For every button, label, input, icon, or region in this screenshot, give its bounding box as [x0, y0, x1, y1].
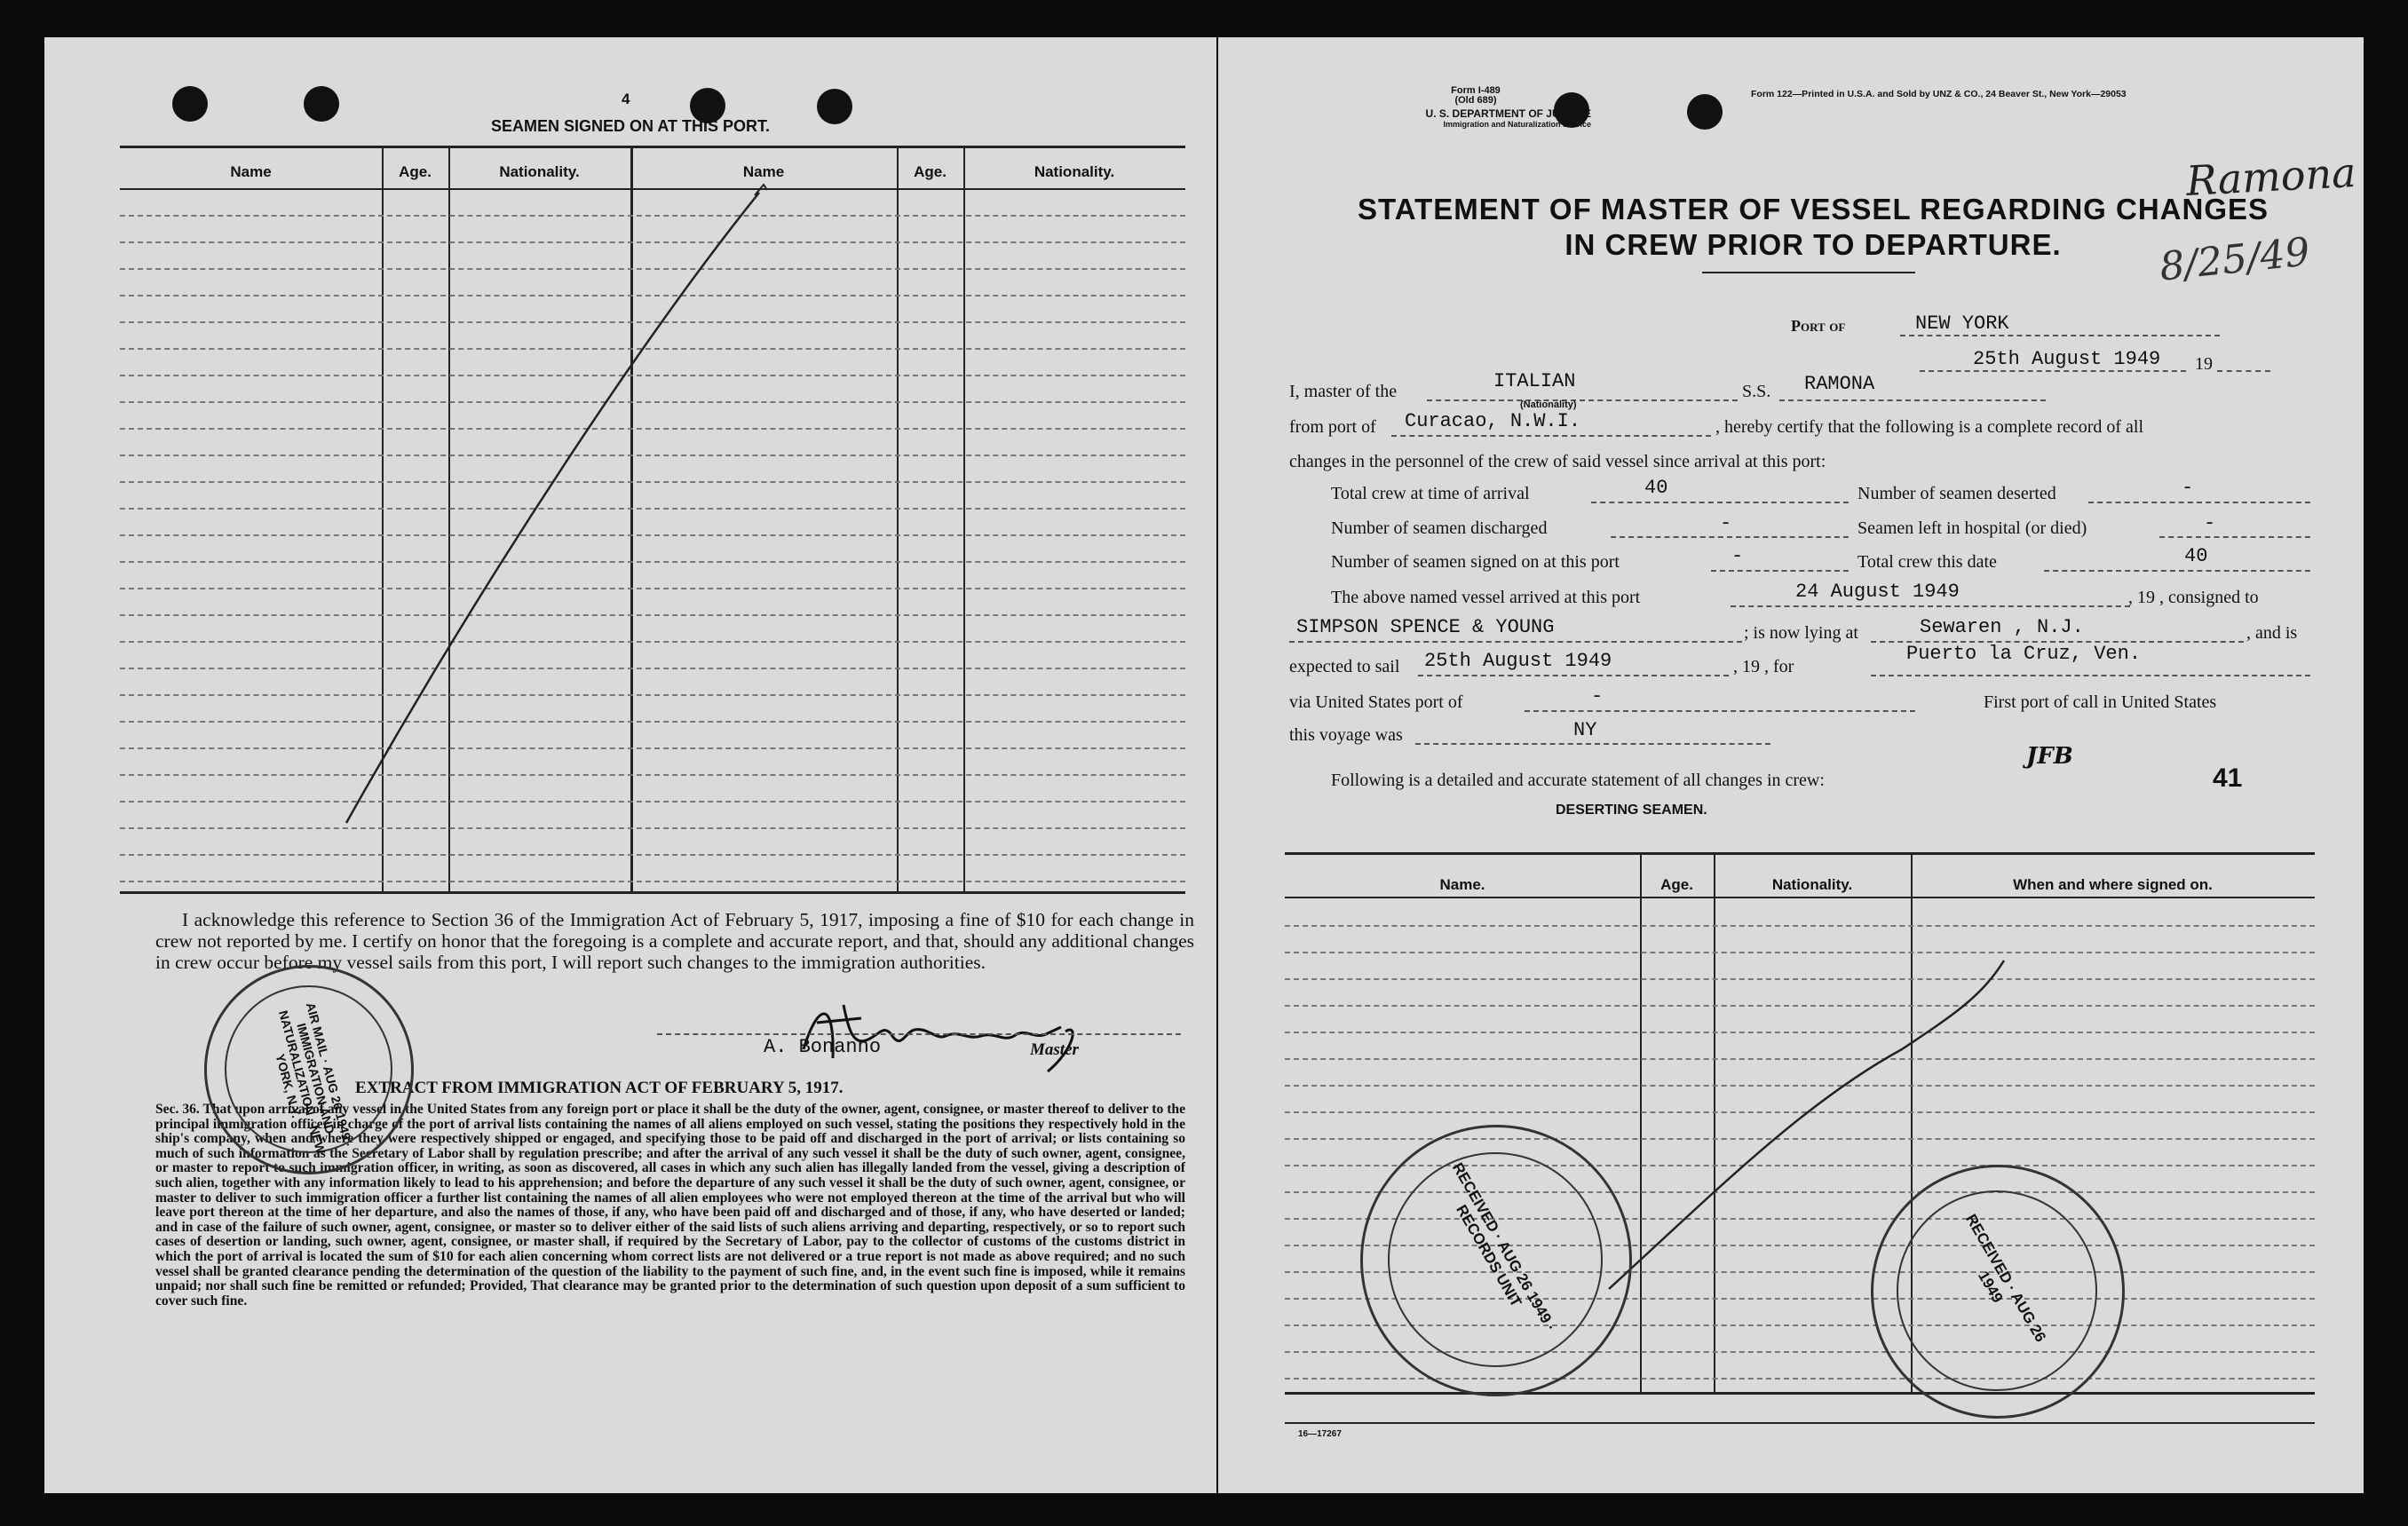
- hospital-label: Seamen left in hospital (or died): [1857, 518, 2087, 538]
- col-nationality-header: Nationality.: [1771, 876, 1853, 893]
- port-value: NEW YORK: [1915, 312, 2009, 335]
- port-label: Port of: [1791, 317, 1846, 335]
- col-age-header: Age.: [399, 163, 432, 180]
- vessel-nationality: ITALIAN: [1493, 370, 1576, 392]
- col-signed-on-header: When and where signed on.: [2013, 876, 2213, 893]
- deserted-value: -: [2182, 477, 2194, 499]
- total-crew-label: Total crew at time of arrival: [1331, 484, 1530, 503]
- extract-title: EXTRACT FROM IMMIGRATION ACT OF FEBRUARY 5, 1917.: [355, 1079, 844, 1097]
- acknowledgement-text: I acknowledge this reference to Section 36 of the Immigration Act of February 5, 1917, imposing a fine of $10 for each change in crew not reported by me. I certify on honor that the foregoing is a complete and accurate report, and that, should any additional changes in crew occur before my vessel sails from this port, I will report such changes to the immigration authorities.: [155, 909, 1194, 973]
- nationality-label: (Nationality): [1520, 399, 1577, 410]
- consigned-label: , 19 , consigned to: [2128, 588, 2259, 607]
- received-stamp: [1871, 1165, 2125, 1419]
- lying-value: Sewaren , N.J.: [1920, 616, 2084, 638]
- col-nationality-header-2: Nationality.: [1034, 163, 1115, 180]
- from-port-label: from port of: [1289, 417, 1376, 437]
- master-signature: [781, 987, 1119, 1076]
- stamp-text: RECEIVED · AUG 26 1949 · RECORDS UNIT: [1448, 1159, 1560, 1334]
- changes-text: changes in the personnel of the crew of said vessel since arrival at this port:: [1289, 452, 1826, 471]
- expected-value: 25th August 1949: [1424, 650, 1612, 672]
- air-mail-stamp: [204, 965, 414, 1174]
- handwritten-vessel-name: Ramona: [2184, 148, 2357, 205]
- vessel-name: RAMONA: [1804, 373, 1875, 395]
- lying-label: ; is now lying at: [1744, 623, 1858, 643]
- department: U. S. DEPARTMENT OF JUSTICE: [1425, 107, 1591, 120]
- handwritten-initials: JFB: [2026, 743, 2073, 770]
- stamp-text: AIR MAIL · AUG 26 1949 · IMMIGRATION AND NATURALIZATION · NEW YORK, N.Y.: [273, 1000, 356, 1156]
- date-year-prefix: 19: [2195, 354, 2213, 374]
- hospital-value: -: [2204, 512, 2216, 534]
- and-is-label: , and is: [2246, 623, 2298, 643]
- total-crew-value: 40: [1644, 477, 1668, 499]
- printer-line: Form 122—Printed in U.S.A. and Sold by UNZ & CO., 24 Beaver St., New York—29053: [1751, 89, 2127, 99]
- footer-code: 16—17267: [1298, 1429, 1342, 1439]
- crew-count: 41: [2213, 763, 2243, 793]
- page-number: 4: [622, 91, 630, 107]
- section-title: SEAMEN SIGNED ON AT THIS PORT.: [490, 117, 771, 135]
- master-of-label: I, master of the: [1289, 382, 1398, 401]
- from-port-value: Curacao, N.W.I.: [1405, 410, 1581, 432]
- master-label: Master: [1030, 1040, 1079, 1059]
- for-value: Puerto la Cruz, Ven.: [1906, 643, 2142, 665]
- via-value: -: [1591, 685, 1604, 708]
- service: Immigration and Naturalization Service: [1443, 120, 1591, 129]
- form-number: Form I-489: [1451, 85, 1501, 96]
- stamp-text: RECEIVED · AUG 26 1949: [1962, 1211, 2050, 1345]
- right-page: [1218, 37, 2364, 1493]
- form-title-line2: IN CREW PRIOR TO DEPARTURE.: [1564, 228, 2062, 261]
- col-age-header: Age.: [1660, 876, 1693, 893]
- col-age-header-2: Age.: [914, 163, 947, 180]
- expected-label: expected to sail: [1289, 657, 1400, 676]
- ss-label: S.S.: [1742, 382, 1771, 401]
- arrived-value: 24 August 1949: [1795, 581, 1960, 603]
- signed-on-value: -: [1731, 545, 1744, 567]
- for-label: , 19 , for: [1733, 657, 1794, 676]
- handwritten-date: 8/25/49: [2157, 229, 2312, 290]
- col-name-header: Name: [230, 163, 272, 180]
- first-port-label: First port of call in United States: [1984, 692, 2217, 712]
- discharged-value: -: [1720, 512, 1732, 534]
- following-text: Following is a detailed and accurate statement of all changes in crew:: [1331, 771, 1825, 790]
- date-value: 25th August 1949: [1973, 348, 2161, 370]
- certify-text: , hereby certify that the following is a complete record of all: [1715, 417, 2144, 437]
- master-name: A. Bonanno: [764, 1036, 882, 1058]
- records-unit-stamp: [1360, 1125, 1632, 1396]
- via-label: via United States port of: [1289, 692, 1463, 712]
- left-page: [44, 37, 1216, 1493]
- deserted-label: Number of seamen deserted: [1857, 484, 2056, 503]
- arrived-label: The above named vessel arrived at this port: [1331, 588, 1641, 607]
- signed-on-label: Number of seamen signed on at this port: [1331, 552, 1620, 572]
- col-name-header: Name.: [1439, 876, 1485, 893]
- section-36-text: Sec. 36. That upon arrival of any vessel in the United States from any foreign port or place it shall be the duty of the owner, agent, consignee, or master thereof to deliver to the principal immigration officer in charge of the port of arrival lists containing the names of all aliens employed on such vessel, stating the positions they respectively hold in the ship's company, when and where they were respectively shipped or engaged, and specifying those to be paid off and discharged in the port of arrival; or lists containing so much of such information as the Secretary of Labor shall by regulation prescribe; and after the arrival of any such vessel it shall be the duty of such owner, agent, consignee, or master to report to such immigration officer, in writing, as soon as discovered, all cases in which any such alien has illegally landed from the vessel, giving a description of such alien, together with any information likely to lead to his apprehension; and before the departure of any such vessel it shall be the duty of such owner, agent, consignee, or master to deliver to such immigration officer a further list containing the names of all alien employees who were not employed thereon at the time of the arrival but who will leave port thereon at the time of her departure, and also the names of those, if any, who have been paid off and discharged and of those, if any, who have deserted or landed; and in case of the failure of such owner, agent, consignee, or master so to deliver either of the said lists of such aliens arriving and departing, respectively, or so to report such cases of desertion or landing, such owner, agent, consignee, or master shall, if required by the Secretary of Labor, pay to the collector of customs of the customs district in which the port of arrival is located the sum of $10 for each alien concerning whom correct lists are not delivered or a true report is not made as above required; and no such vessel shall be granted clearance pending the determination of the question of the liability to the payment of such fine, and, in the event such fine is imposed, while it remains unpaid; nor shall such fine be remitted or refunded; Provided, That clearance may be granted prior to the determination of such question upon deposit of a sum sufficient to cover such fine.: [155, 1102, 1185, 1309]
- form-old: (Old 689): [1454, 95, 1497, 106]
- col-name-header-2: Name: [742, 163, 785, 180]
- consignee-value: SIMPSON SPENCE & YOUNG: [1296, 616, 1555, 638]
- voyage-label: this voyage was: [1289, 725, 1403, 745]
- col-nationality-header: Nationality.: [499, 163, 580, 180]
- discharged-label: Number of seamen discharged: [1331, 518, 1548, 538]
- total-date-value: 40: [2184, 545, 2208, 567]
- deserting-title: DESERTING SEAMEN.: [1556, 803, 1707, 818]
- total-date-label: Total crew this date: [1857, 552, 1997, 572]
- voyage-value: NY: [1573, 719, 1597, 741]
- form-title-line1: STATEMENT OF MASTER OF VESSEL REGARDING CHANGES: [1357, 193, 2269, 225]
